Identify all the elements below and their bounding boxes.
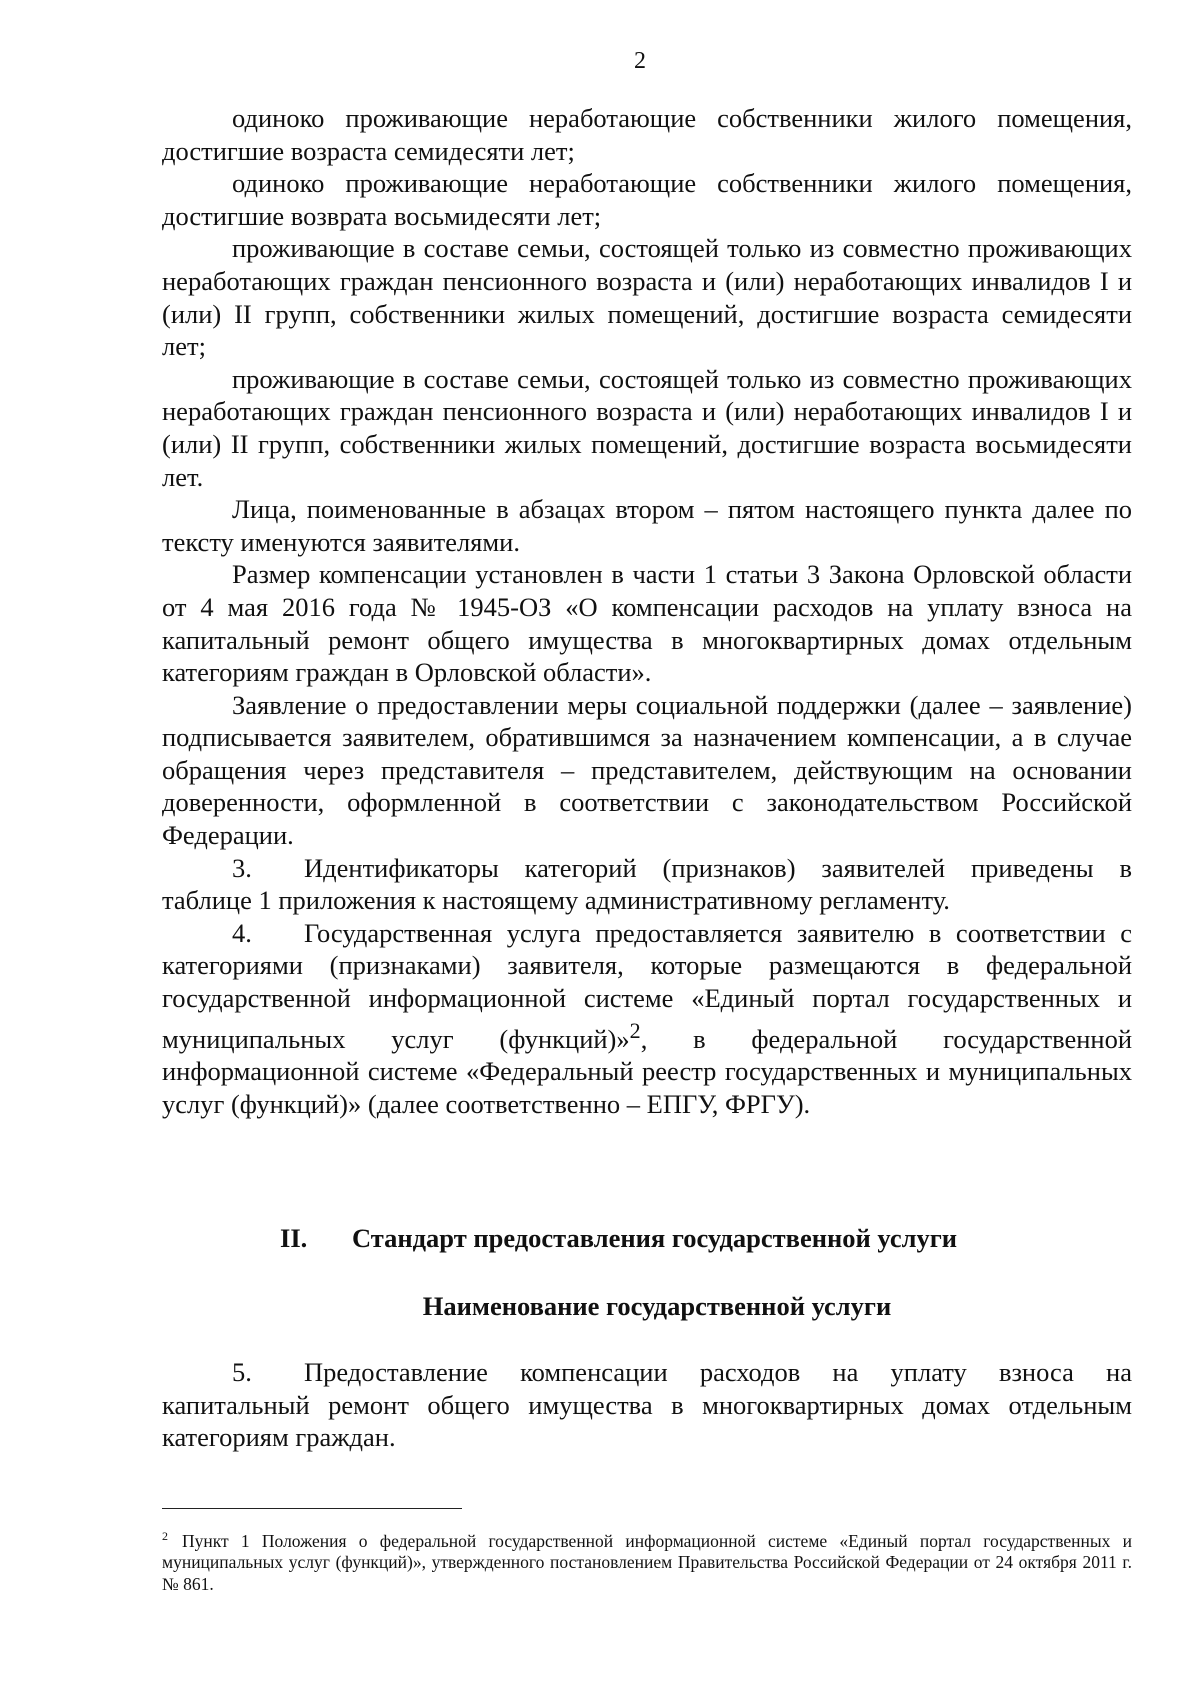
item-3-number: 3. [232, 852, 252, 883]
footnote-separator [162, 1508, 462, 1509]
item-4 [162, 917, 1132, 1120]
item-5-number: 5. [232, 1357, 252, 1387]
item-4-number: 4. [232, 917, 252, 948]
section-number: II. [280, 1223, 308, 1253]
paragraph-7: Заявление о предоставлении меры социальной поддержки (далее – заявление) подписывается заявителем, обратившимся за назначением компенсации, а в случае обращения через представителя – представителем, действующим на основании доверенности, оформленной в соответствии с законодательством Российской Федерации. [162, 689, 1132, 851]
footnote-text: Пункт 1 Положения о федеральной государственной информационной системе «Единый портал государственных и муниципальных услуг (функций)», утвержденного постановлением Правительства Российской Федерации от 24 октября 2011 г. № 861. [162, 1530, 1132, 1594]
document-body [162, 102, 1132, 1120]
item-4-text: Государственная услуга предоставляется заявителю в соответствии с категориями (признаками) заявителя, которые размещаются в федеральной государственной информационной системе «Единый портал государственных и муниципальных услуг (функций)» [162, 917, 1132, 1054]
paragraph-5: Лица, поименованные в абзацах втором – пятом настоящего пункта далее по тексту именуются заявителями. [162, 494, 1132, 557]
paragraph-6: Размер компенсации установлен в части 1 статьи 3 Закона Орловской области от 4 мая 2016 года № 1945-ОЗ «О компенсации расходов на уплату взноса на капитальный ремонт общего имущества в многоквартирных домах отдельным категориям граждан в Орловской области». [162, 559, 1132, 688]
item-3-text: Идентификаторы категорий (признаков) заявителей приведены в таблице 1 приложения к настоящему административному регламенту. [162, 852, 1132, 916]
page-number: 2 [634, 48, 646, 74]
subsection-heading: Наименование государственной услуги [422, 1291, 892, 1321]
paragraph-1: одиноко проживающие неработающие собственники жилого помещения, достигшие возраста семидесяти лет; [162, 103, 1132, 166]
item-4-text-continued: , в федеральной государственной информационной системе «Федеральный реестр государственных и муниципальных услуг (функций)» (далее соответственно – ЕПГУ, ФРГУ). [162, 1023, 1133, 1119]
paragraph-2: одиноко проживающие неработающие собственники жилого помещения, достигшие возврата восьмидесяти лет; [162, 168, 1132, 231]
item-5 [162, 1356, 1132, 1454]
footnote [162, 1526, 1132, 1595]
footnote-mark: 2 [162, 1529, 168, 1543]
section-heading [162, 1222, 1132, 1254]
footnote-reference: 2 [629, 1017, 641, 1043]
item-5-text: Предоставление компенсации расходов на уплату взноса на капитальный ремонт общего имущества в многоквартирных домах отдельным категориям граждан. [162, 1357, 1132, 1453]
section-title: Стандарт предоставления государственной услуги [352, 1223, 958, 1253]
item-3 [162, 852, 1132, 917]
paragraph-4: проживающие в составе семьи, состоящей только из совместно проживающих неработающих граждан пенсионного возраста и (или) неработающих инвалидов I и (или) II групп, собственники жилых помещений, достигшие возраста восьмидесяти лет. [162, 363, 1132, 492]
section-body [162, 1356, 1132, 1454]
paragraph-3: проживающие в составе семьи, состоящей только из совместно проживающих неработающих граждан пенсионного возраста и (или) неработающих инвалидов I и (или) II групп, собственники жилых помещений, достигшие возраста семидесяти лет; [162, 233, 1132, 362]
